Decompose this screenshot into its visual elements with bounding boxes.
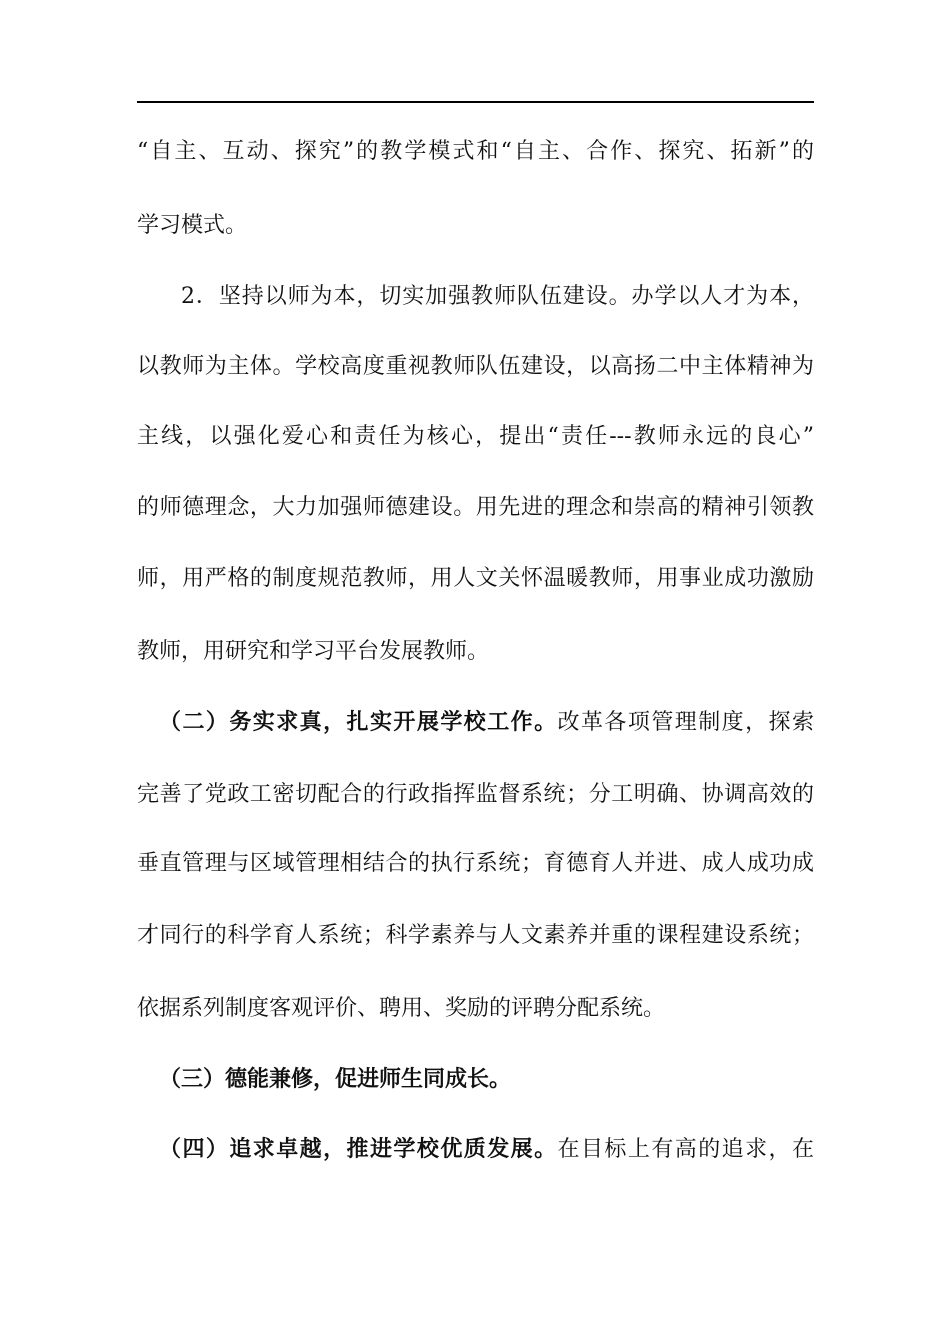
section-four-text: 在目标上有高的追求，在 — [557, 1137, 814, 1162]
paragraph-line: 主线，以强化爱心和责任为核心，提出“责任---教师永远的良心” — [137, 424, 815, 449]
section-two-heading: （二）务实求真，扎实开展学校工作。 — [159, 709, 558, 735]
section-four-first-line — [159, 1135, 814, 1164]
paragraph-line: 以教师为主体。学校高度重视教师队伍建设，以高扬二中主体精神为 — [137, 354, 814, 379]
section-three-heading: （三）德能兼修，促进师生同成长。 — [159, 1066, 512, 1092]
paragraph-line: 学习模式。 — [137, 213, 248, 238]
section-four-heading: （四）追求卓越，推进学校优质发展。 — [159, 1136, 558, 1162]
paragraph-line: “自主、互动、探究”的教学模式和“自主、合作、探究、拓新”的 — [137, 139, 814, 164]
paragraph-line: 2．坚持以师为本，切实加强教师队伍建设。办学以人才为本， — [181, 284, 814, 309]
paragraph-line: 才同行的科学育人系统；科学素养与人文素养并重的课程建设系统； — [137, 923, 814, 948]
paragraph-line: 完善了党政工密切配合的行政指挥监督系统；分工明确、协调高效的 — [137, 782, 814, 807]
section-two-first-line — [159, 708, 814, 737]
paragraph-line: 垂直管理与区域管理相结合的执行系统；育德育人并进、成人成功成 — [137, 851, 814, 876]
paragraph-line: 依据系列制度客观评价、聘用、奖励的评聘分配系统。 — [137, 996, 666, 1021]
paragraph-line: 师，用严格的制度规范教师，用人文关怀温暖教师，用事业成功激励 — [137, 566, 814, 591]
paragraph-line: 的师德理念，大力加强师德建设。用先进的理念和崇高的精神引领教 — [137, 495, 814, 520]
section-two-text: 改革各项管理制度，探索 — [557, 710, 814, 735]
header-rule — [137, 101, 814, 103]
paragraph-line: 教师，用研究和学习平台发展教师。 — [137, 639, 490, 664]
